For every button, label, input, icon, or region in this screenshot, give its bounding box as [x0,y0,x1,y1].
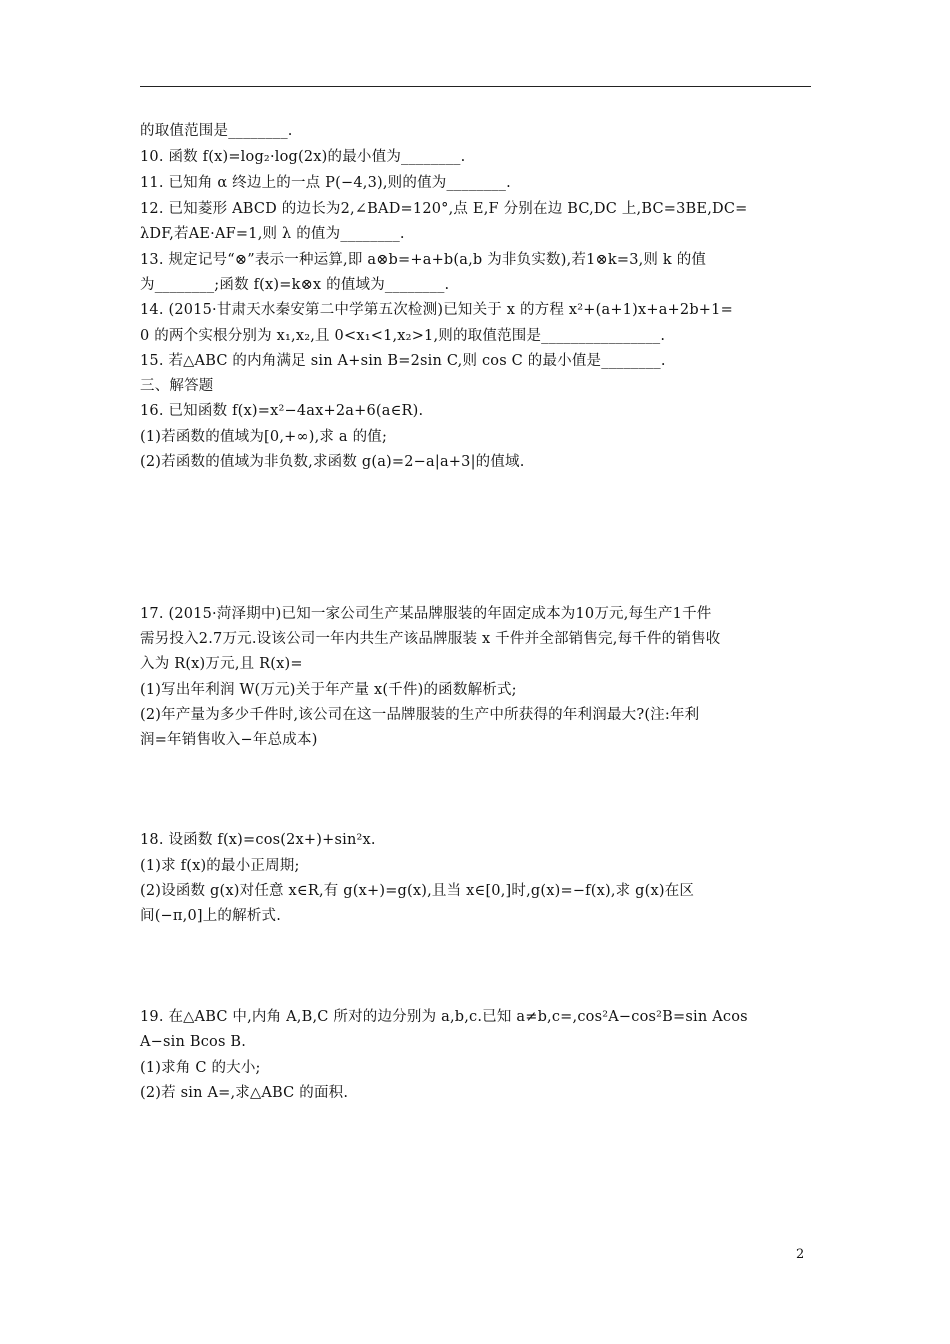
page-number: 2 [796,1247,805,1262]
text-line: 12. 已知菱形 ABCD 的边长为2,∠BAD=120°,点 E,F 分别在边 BC,DC 上,BC=3BE,DC= [140,201,748,217]
text-line: A−sin Bcos B. [140,1034,247,1050]
text-line: 17. (2015·菏泽期中)已知一家公司生产某品牌服装的年固定成本为10万元,每生产1千件 [140,606,712,622]
text-line: 13. 规定记号“⊗”表示一种运算,即 a⊗b=+a+b(a,b 为非负实数),若1⊗k=3,则 k 的值 [140,252,707,268]
text-line: 0 的两个实根分别为 x₁,x₂,且 0<x₁<1,x₂>1,则的取值范围是________________. [140,328,666,344]
text-line: 18. 设函数 f(x)=cos(2x+)+sin²x. [140,832,376,848]
text-line: 需另投入2.7万元.设该公司一年内共生产该品牌服装 x 千件并全部销售完,每千件的销售收 [140,631,721,647]
text-line: 10. 函数 f(x)=log₂·log(2x)的最小值为________. [140,149,466,165]
text-line: (2)设函数 g(x)对任意 x∈R,有 g(x+)=g(x),且当 x∈[0,]时,g(x)=−f(x),求 g(x)在区 [140,883,695,899]
text-line: 11. 已知角 α 终边上的一点 P(−4,3),则的值为________. [140,175,511,191]
text-line: 润=年销售收入−年总成本) [140,732,318,748]
text-line: (2)若函数的值域为非负数,求函数 g(a)=2−a|a+3|的值域. [140,454,525,470]
text-line: 的取值范围是________. [140,123,293,139]
text-line: (1)求角 C 的大小; [140,1060,261,1076]
text-line: (2)年产量为多少千件时,该公司在这一品牌服装的生产中所获得的年利润最大?(注:年利 [140,707,700,723]
text-line: (2)若 sin A=,求△ABC 的面积. [140,1085,349,1101]
text-line: (1)若函数的值域为[0,+∞),求 a 的值; [140,429,388,445]
text-line: 14. (2015·甘肃天水秦安第二中学第五次检测)已知关于 x 的方程 x²+(a+1)x+a+2b+1= [140,302,733,318]
text-line: 15. 若△ABC 的内角满足 sin A+sin B=2sin C,则 cos C 的最小值是________. [140,353,666,369]
text-line: (1)求 f(x)的最小正周期; [140,858,300,874]
header-rule [140,86,811,87]
text-line: 入为 R(x)万元,且 R(x)= [140,656,303,672]
text-line: 19. 在△ABC 中,内角 A,B,C 所对的边分别为 a,b,c.已知 a≠b,c=,cos²A−cos²B=sin Acos [140,1009,748,1025]
text-line: 为________;函数 f(x)=k⊗x 的值域为________. [140,277,450,293]
section-heading: 三、解答题 [140,378,214,394]
text-line: 间(−π,0]上的解析式. [140,908,282,924]
text-line: (1)写出年利润 W(万元)关于年产量 x(千件)的函数解析式; [140,682,517,698]
text-line: λDF,若AE·AF=1,则 λ 的值为________. [140,226,405,242]
text-line: 16. 已知函数 f(x)=x²−4ax+2a+6(a∈R). [140,403,424,419]
